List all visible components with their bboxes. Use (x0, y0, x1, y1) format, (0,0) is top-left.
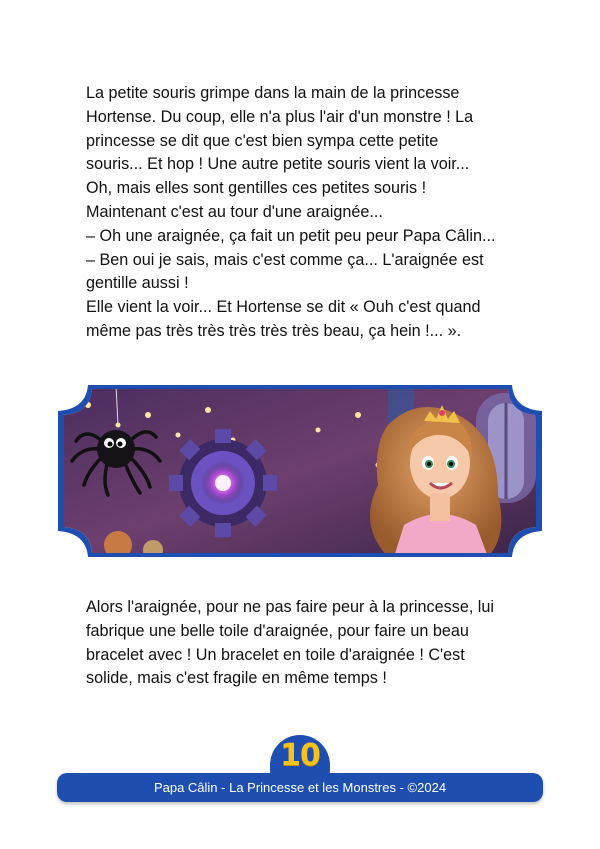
story-line: Hortense. Du coup, elle n'a plus l'air d'un monstre ! La (86, 107, 474, 126)
story-paragraph-1 (86, 82, 514, 344)
story-line: souris... Et hop ! Une autre petite souris vient la voir... (86, 155, 470, 174)
story-illustration (58, 385, 542, 557)
story-line: – Ben oui je sais, mais c'est comme ça... L'araignée est (86, 250, 484, 269)
story-paragraph-2 (86, 596, 514, 691)
story-line: – Oh une araignée, ça fait un petit peu peur Papa Câlin... (86, 226, 496, 245)
story-line: même pas très très très très très beau, ça hein !... ». (86, 321, 462, 340)
illustration-svg (58, 385, 542, 557)
story-line: solide, mais c'est fragile en même temps ! (86, 669, 387, 688)
footer-text: Papa Câlin - La Princesse et les Monstres - ©2024 (153, 780, 447, 795)
story-line: Maintenant c'est au tour d'une araignée... (86, 202, 383, 221)
story-line: bracelet avec ! Un bracelet en toile d'araignée ! C'est (86, 645, 465, 664)
story-line: La petite souris grimpe dans la main de la princesse (86, 84, 460, 102)
story-line: Oh, mais elles sont gentilles ces petites souris ! (86, 179, 427, 198)
page-number: 10 (280, 738, 320, 773)
story-line: Elle vient la voir... Et Hortense se dit « Ouh c'est quand (86, 298, 481, 317)
story-line: fabrique une belle toile d'araignée, pour faire un beau (86, 621, 469, 640)
story-line: gentille aussi ! (86, 274, 189, 293)
story-line: Alors l'araignée, pour ne pas faire peur à la princesse, lui (86, 598, 495, 616)
story-line: princesse se dit que c'est bien sympa cette petite (86, 131, 439, 150)
